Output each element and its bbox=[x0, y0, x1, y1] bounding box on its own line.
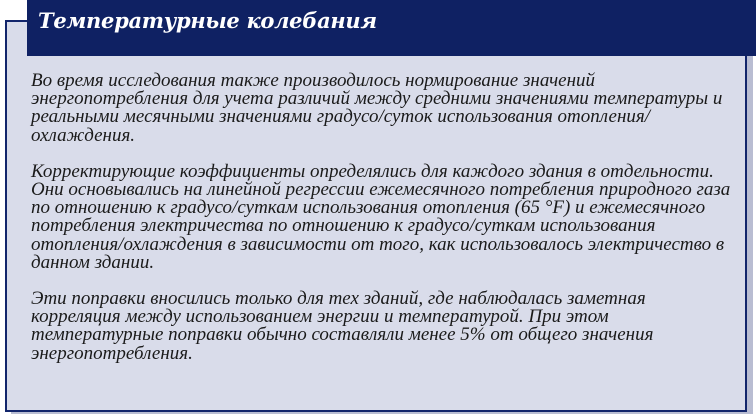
box-content bbox=[31, 72, 731, 381]
paragraph-1: Во время исследования также производилось нормирование значений энергопотребления для учета различий между средними значениями температуры и реальными месячными значениями градусо/суток использования отопления/охлаждения. bbox=[31, 70, 723, 146]
box-title: Температурные колебания bbox=[38, 8, 377, 33]
paragraph-3: Эти поправки вносились только для тех зданий, где наблюдалась заметная корреляция между использованием энергии и температурой. При этом температурные поправки обычно составляли менее 5% от общего значения энергопотребления. bbox=[31, 288, 654, 364]
paragraph-2: Корректирующие коэффициенты определялись для каждого здания в отдельности. Они основывались на линейной регрессии ежемесячного потребления природного газа по отношению к градусо/суткам использования отопления (65 °F) и ежемесячного потребления электричества по отношению к градусо/суткам использования отопления/охлаждения в зависимости от того, как использовалось электричество в данном здании. bbox=[31, 160, 731, 273]
